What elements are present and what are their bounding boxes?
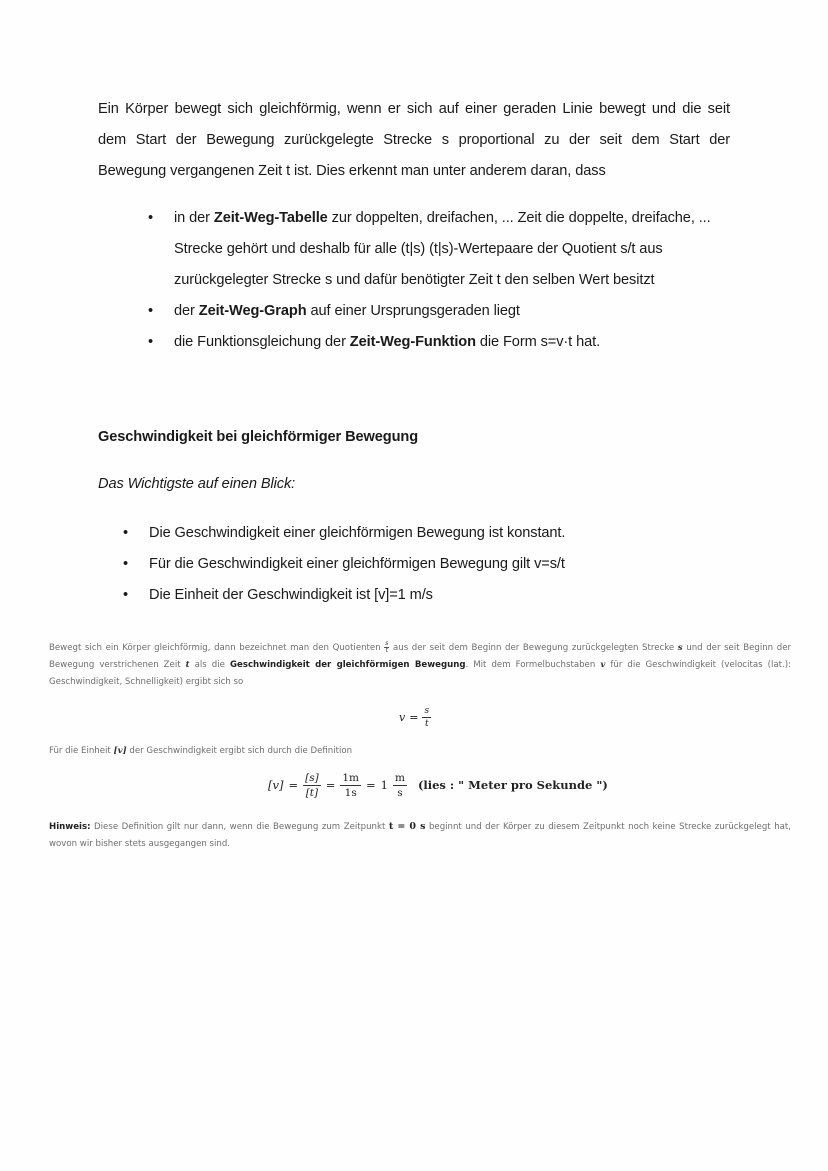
list-item: • der Zeit-Weg-Graph auf einer Ursprungsgeraden liegt — [148, 296, 738, 327]
math-var: [v] — [113, 746, 127, 756]
velocity-formula: v = $\frac{s}{t}$ — [399, 706, 430, 729]
list-item: • Für die Geschwindigkeit einer gleichförmigen Bewegung gilt v=s/t — [123, 549, 723, 580]
section-lead: Das Wichtigste auf einen Blick: — [98, 476, 296, 492]
definition-paragraph: Bewegt sich ein Körper gleichförmig, dann bezeichnet man den Quotienten $\frac{s}{t}$ aus der seit dem Beginn der Bewegung zurückgelegten Strecke s und der seit Beginn der Bewegung verstrichenen Zeit t als die Geschwindigkeit der gleichförmigen Bewegung. Mit dem Formelbuchstaben v für die Geschwindigkeit (velocitas (lat.): Geschwindigkeit, Schnelligkeit) ergibt sich so — [49, 640, 792, 687]
inline-fraction: $\frac{s}{t}$ — [385, 640, 389, 654]
unit-paragraph: Für die Einheit [v] der Geschwindigkeit ergibt sich durch die Definition — [49, 746, 353, 756]
bullet-icon: • — [148, 334, 154, 350]
intro-line: Bewegung vergangenen Zeit t ist. Dies erkennt man unter anderem daran, dass — [98, 163, 606, 179]
note-paragraph: Hinweis: Diese Definition gilt nur dann, wenn die Bewegung zum Zeitpunkt t = 0 s beginnt und der Körper zu diesem Zeitpunkt noch keine Strecke zurückgelegt hat, wovon wir bisher stets ausgegangen sind. — [49, 821, 792, 849]
intro-paragraph — [98, 94, 730, 187]
section-heading: Geschwindigkeit bei gleichförmiger Bewegung — [98, 429, 419, 445]
term-bold: Zeit-Weg-Tabelle — [213, 210, 328, 226]
term-bold: Zeit-Weg-Funktion — [349, 334, 476, 350]
fraction: $\frac{1m}{1s}$ — [342, 772, 359, 799]
fraction: $\frac{s}{t}$ — [424, 706, 430, 729]
bullet-icon: • — [123, 587, 129, 603]
list-item: • die Funktionsgleichung der Zeit-Weg-Funktion die Form s=v·t hat. — [148, 327, 738, 358]
bullet-icon: • — [123, 525, 129, 541]
math-var: v — [600, 660, 606, 670]
list-item: • Die Geschwindigkeit einer gleichförmigen Bewegung ist konstant. — [123, 518, 723, 549]
fraction: $\frac{[s]}{[t]}$ — [305, 772, 319, 799]
fraction: $\frac{m}{s}$ — [394, 772, 405, 799]
key-points-list — [123, 518, 723, 611]
unit-formula: [v] = $\frac{[s]}{[t]}$ = $\frac{1m}{1s}$ = 1 $\frac{m}{s}$ (lies : " Meter pro Sekunde ") — [268, 772, 608, 799]
intro-line: Ein Körper bewegt sich gleichförmig, wenn er sich auf einer geraden Linie bewegt und die seit — [98, 101, 730, 117]
intro-line: dem Start der Bewegung zurückgelegte Strecke s proportional zu der seit dem Start der — [98, 132, 730, 148]
note-label: Hinweis: — [49, 822, 91, 832]
list-item: • Die Einheit der Geschwindigkeit ist [v]=1 m/s — [123, 580, 723, 611]
term-bold: Geschwindigkeit der gleichförmigen Bewegung — [229, 660, 466, 670]
bullet-icon: • — [148, 303, 154, 319]
math-expression: t = 0 s — [388, 821, 426, 832]
math-var: s — [677, 643, 683, 653]
bullet-icon: • — [148, 210, 154, 226]
term-bold: Zeit-Weg-Graph — [198, 303, 307, 319]
reading-note: (lies : " Meter pro Sekunde ") — [417, 778, 608, 792]
criteria-list — [148, 203, 738, 358]
list-item: • in der Zeit-Weg-Tabelle zur doppelten, dreifachen, ... Zeit die doppelte, dreifache, ... Strecke gehört und deshalb für alle (t|s) (t|s)-Wertepaare der Quotient s/t aus zurückgelegter Strecke s und dafür benötigter Zeit t den selben Wert besitzt — [148, 203, 738, 296]
bullet-icon: • — [123, 556, 129, 572]
math-var: t — [185, 660, 190, 670]
